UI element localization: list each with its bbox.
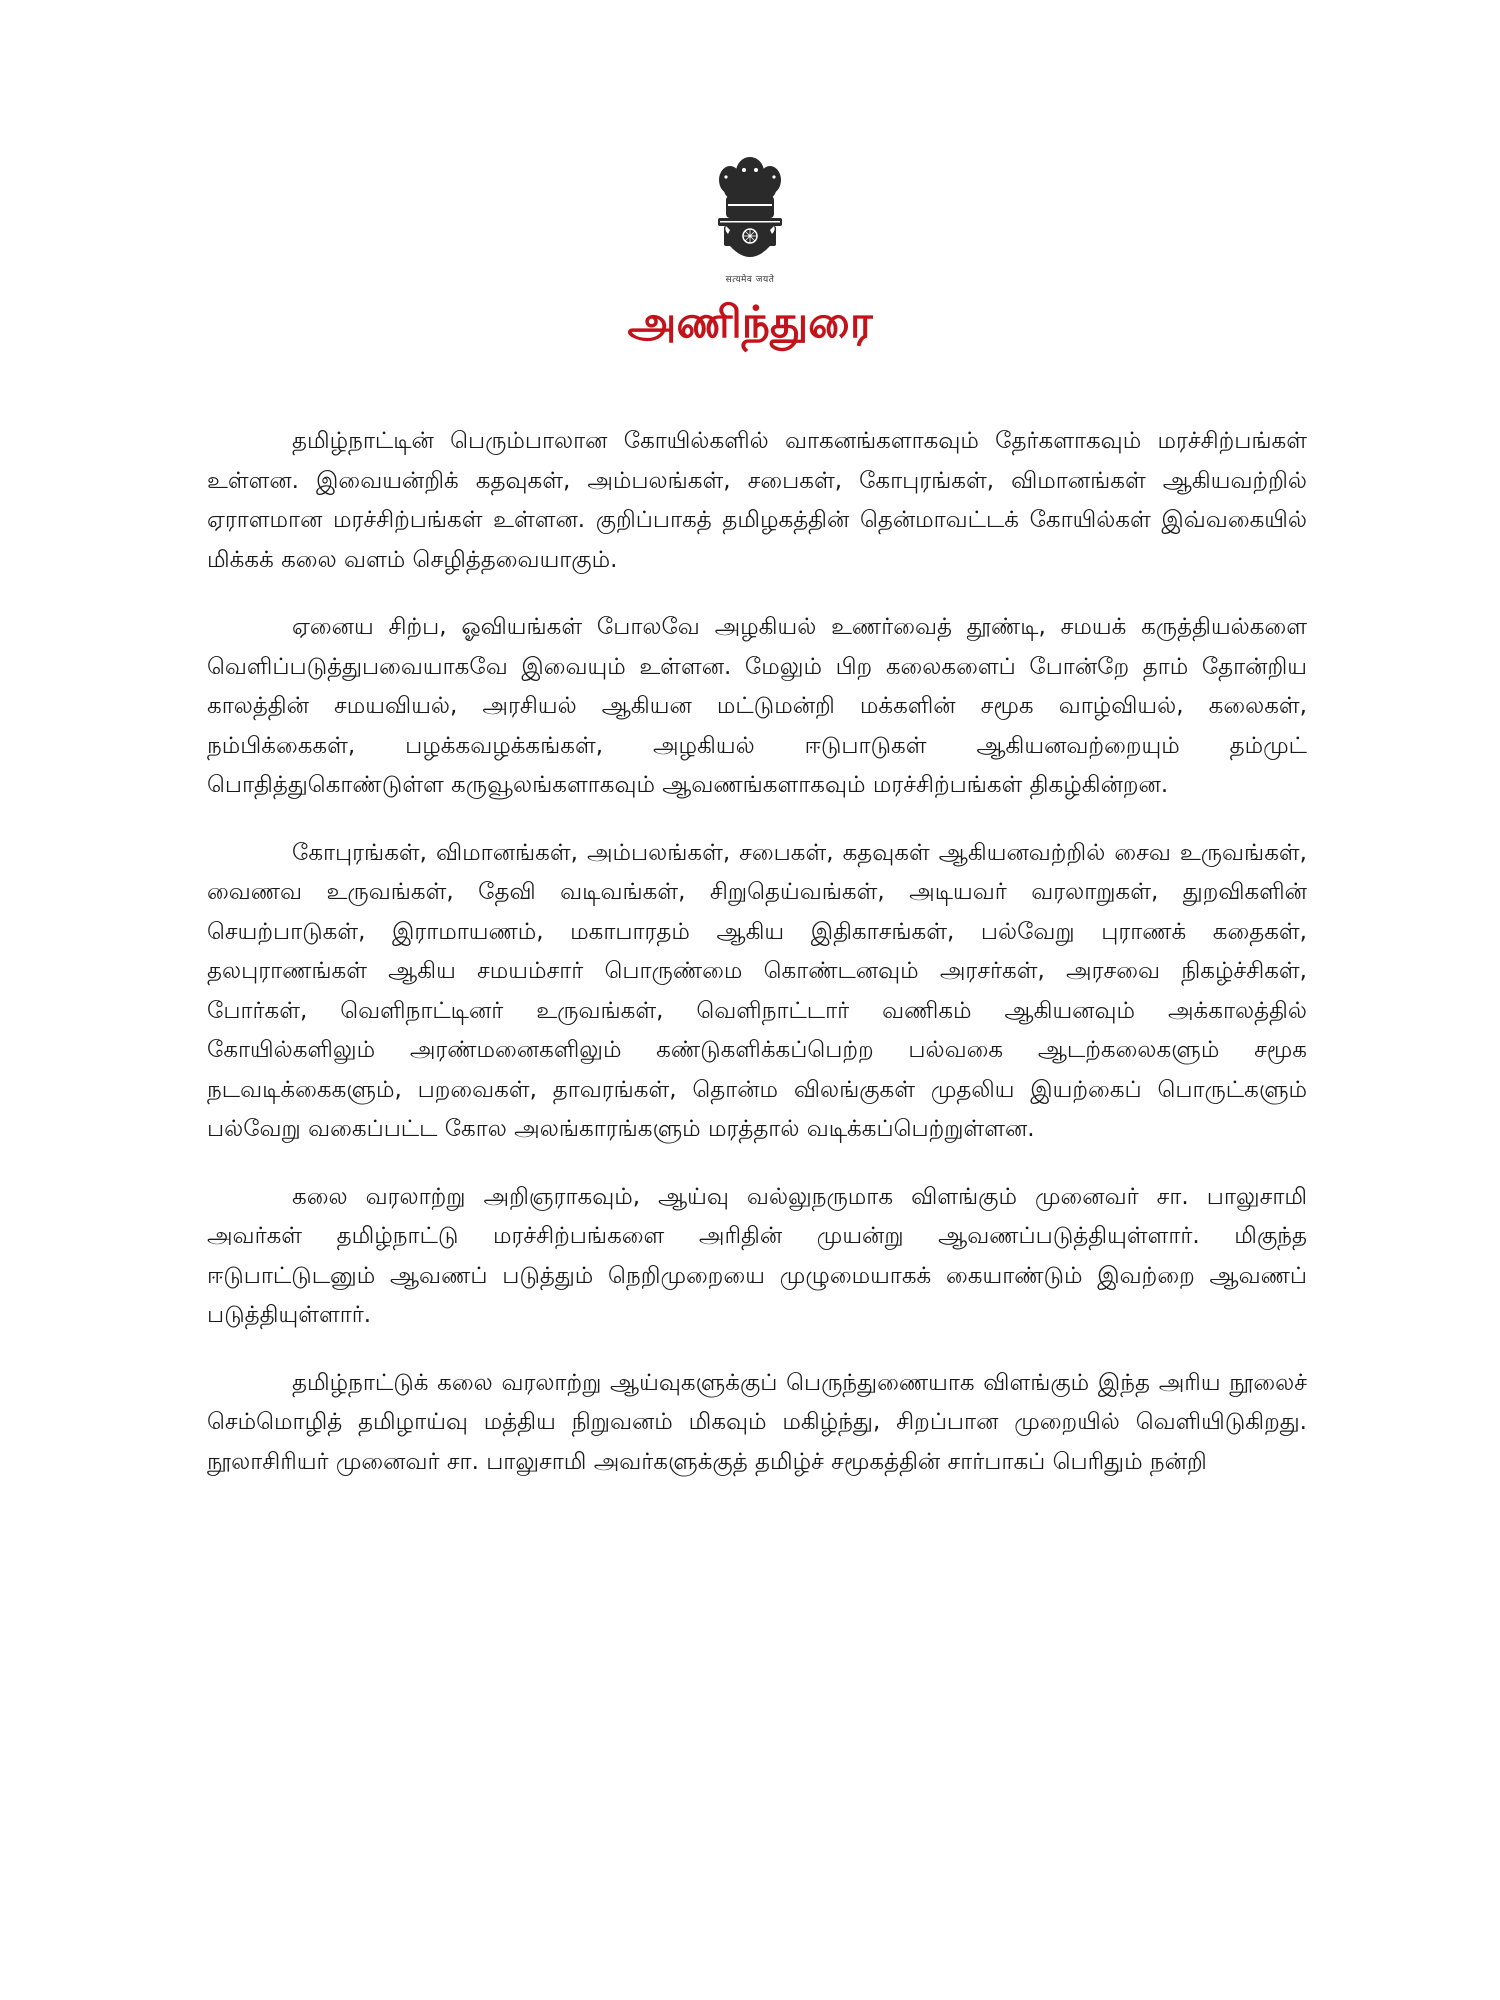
state-emblem-icon	[700, 150, 800, 290]
paragraph-1: தமிழ்நாட்டின் பெரும்பாலான கோயில்களில் வாகனங்களாகவும் தேர்களாகவும் மரச்சிற்பங்கள் உள்ளன. இவையன்றிக் கதவுகள், அம்பலங்கள், சபைகள், கோபுரங்கள், விமானங்கள் ஆகியவற்றில் ஏராளமான மரச்சிற்பங்கள் உள்ளன. குறிப்பாகத் தமிழகத்தின் தென்மாவட்டக் கோயில்கள் இவ்வகையில் மிக்கக் கலை வளம் செழித்தவையாகும்.	[207, 428, 1307, 573]
page-title: அணிந்துரை	[627, 297, 873, 348]
body-text	[207, 422, 1307, 1510]
paragraph-5: தமிழ்நாட்டுக் கலை வரலாற்று ஆய்வுகளுக்குப் பெருந்துணையாக விளங்கும் இந்த அரிய நூலைச் செம்மொழித் தமிழாய்வு மத்திய நிறுவனம் மிகவும் மகிழ்ந்து, சிறப்பான முறையில் வெளியிடுகிறது. நூலாசிரியர் முனைவர் சா. பாலுசாமி அவர்களுக்குத் தமிழ்ச் சமூகத்தின் சார்பாகப் பெரிதும் நன்றி	[207, 1369, 1307, 1475]
emblem-motto: सत्यमेव जयते	[725, 275, 775, 285]
paragraph-2: ஏனைய சிற்ப, ஓவியங்கள் போலவே அழகியல் உணர்வைத் தூண்டி, சமயக் கருத்தியல்களை வெளிப்படுத்துபவையாகவே இவையும் உள்ளன. மேலும் பிற கலைகளைப் போன்றே தாம் தோன்றிய காலத்தின் சமயவியல், அரசியல் ஆகியன மட்டுமன்றி மக்களின் சமூக வாழ்வியல், கலைகள், நம்பிக்கைகள், பழக்கவழக்கங்கள், அழகியல் ஈடுபாடுகள் ஆகியனவற்றையும் தம்முட் பொதித்துகொண்டுள்ள கருவூலங்களாகவும் ஆவணங்களாகவும் மரச்சிற்பங்கள் திகழ்கின்றன.	[207, 614, 1307, 798]
paragraph-4: கலை வரலாற்று அறிஞராகவும், ஆய்வு வல்லுநருமாக விளங்கும் முனைவர் சா. பாலுசாமி அவர்கள் தமிழ்நாட்டு மரச்சிற்பங்களை அரிதின் முயன்று ஆவணப்படுத்தியுள்ளார். மிகுந்த ஈடுபாட்டுடனும் ஆவணப் படுத்தும் நெறிமுறையை முழுமையாகக் கையாண்டும் இவற்றை ஆவணப் படுத்தியுள்ளார்.	[207, 1183, 1307, 1328]
paragraph-3: கோபுரங்கள், விமானங்கள், அம்பலங்கள், சபைகள், கதவுகள் ஆகியனவற்றில் சைவ உருவங்கள், வைணவ உருவங்கள், தேவி வடிவங்கள், சிறுதெய்வங்கள், அடியவர் வரலாறுகள், துறவிகளின் செயற்பாடுகள், இராமாயணம், மகாபாரதம் ஆகிய இதிகாசங்கள், பல்வேறு புராணக் கதைகள், தலபுராணங்கள் ஆகிய சமயம்சார் பொருண்மை கொண்டனவும் அரசர்கள், அரசவை நிகழ்ச்சிகள், போர்கள், வெளிநாட்டினர் உருவங்கள், வெளிநாட்டார் வணிகம் ஆகியனவும் அக்காலத்தில் கோயில்களிலும் அரண்மனைகளிலும் கண்டுகளிக்கப்பெற்ற பல்வகை ஆடற்கலைகளும் சமூக நடவடிக்கைகளும், பறவைகள், தாவரங்கள், தொன்ம விலங்குகள் முதலிய இயற்கைப் பொருட்களும் பல்வேறு வகைப்பட்ட கோல அலங்காரங்களும் மரத்தால் வடிக்கப்பெற்றுள்ளன.	[207, 839, 1307, 1142]
